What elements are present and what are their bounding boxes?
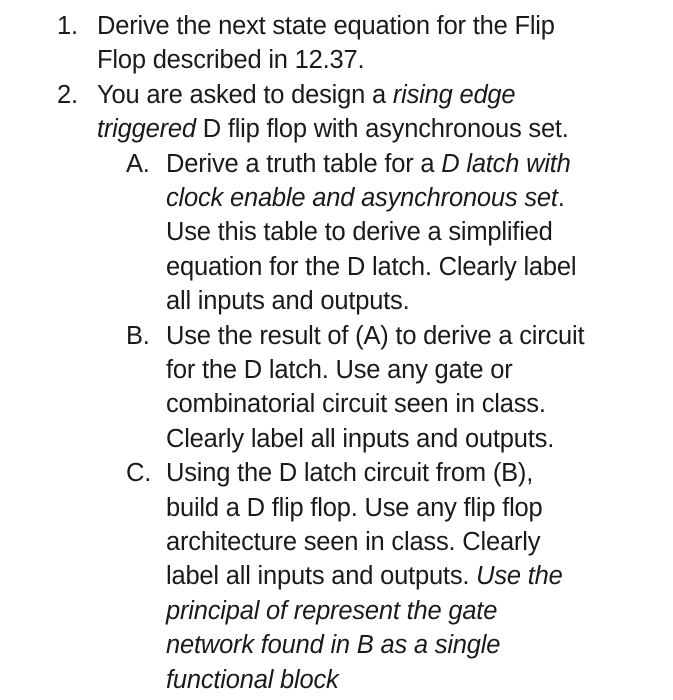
sublist-item-line	[166, 525, 540, 559]
text-segment: architecture seen in class. Clearly	[166, 528, 541, 556]
sublist-item-line	[166, 456, 533, 490]
sublist-item-line	[166, 491, 543, 525]
sublist-item-line	[166, 147, 571, 181]
sublist-item-line	[166, 628, 500, 662]
text-segment: D flip flop with asynchronous set.	[195, 115, 569, 144]
sublist-letter-a: A.	[126, 149, 150, 178]
list-item-line	[97, 78, 515, 112]
sublist-item-line	[166, 422, 554, 456]
sublist-letter-c: C.	[126, 459, 152, 488]
list-item-line	[97, 112, 569, 146]
text-segment: Flop described in 12.37.	[97, 46, 365, 75]
text-segment: principal of represent the gate	[166, 596, 498, 625]
text-segment: clock enable and asynchronous set	[166, 184, 558, 212]
sublist-letter-b: B.	[126, 321, 150, 350]
text-segment: .	[557, 184, 565, 212]
text-segment: combinatorial circuit seen in class.	[166, 390, 546, 419]
sublist-item-line	[166, 559, 563, 593]
list-number-2: 2.	[57, 80, 78, 109]
text-segment: Derive the next state equation for the Flip	[97, 12, 555, 40]
sublist-item-line	[166, 319, 584, 353]
sublist-item-line	[166, 594, 497, 628]
list-item-line	[97, 43, 364, 77]
sublist-item-line	[166, 250, 576, 284]
list-item-line	[97, 9, 555, 43]
text-segment: Derive a truth table for a	[166, 149, 442, 178]
text-segment: Use this table to derive a simplified	[166, 218, 553, 247]
sublist-item-line	[166, 215, 553, 249]
text-segment: Using the D latch circuit from (B),	[166, 459, 534, 488]
text-segment: equation for the D latch. Clearly label	[166, 252, 577, 281]
text-segment: functional block	[166, 665, 339, 694]
text-segment: all inputs and outputs.	[166, 287, 410, 316]
list-number-1: 1.	[57, 12, 78, 40]
text-segment: Use the	[476, 562, 563, 591]
text-segment: Use the result of (A) to derive a circuit	[166, 321, 585, 350]
text-segment: D latch with	[441, 149, 571, 178]
text-segment: You are asked to design a	[97, 80, 393, 109]
sublist-item-line	[166, 284, 410, 318]
sublist-item-line	[166, 663, 339, 697]
text-segment: network found in B as a single	[166, 631, 501, 660]
text-segment: for the D latch. Use any gate or	[166, 356, 513, 384]
sublist-item-line	[166, 387, 546, 421]
sublist-item-line	[166, 181, 565, 215]
text-segment: rising edge	[392, 80, 516, 109]
text-segment: Clearly label all inputs and outputs.	[166, 424, 555, 453]
text-segment: build a D flip flop. Use any flip flop	[166, 493, 543, 522]
text-segment: label all inputs and outputs.	[166, 562, 477, 591]
text-segment: triggered	[97, 115, 196, 144]
sublist-item-line	[166, 353, 513, 387]
